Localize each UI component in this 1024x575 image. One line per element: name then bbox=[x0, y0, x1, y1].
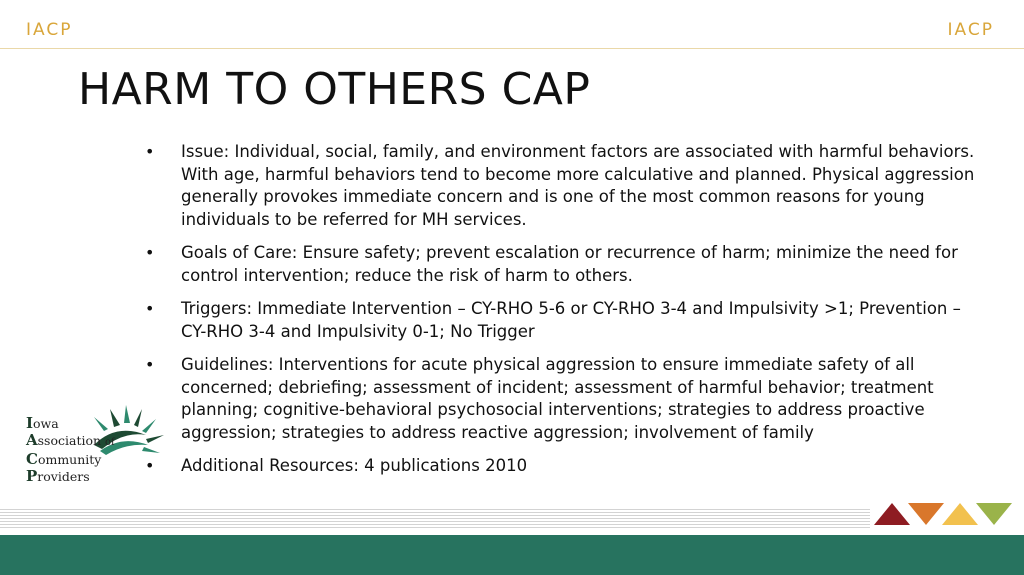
brand-mark-right: IACP bbox=[947, 20, 994, 40]
footer-bar bbox=[0, 535, 1024, 575]
bullet-text: Guidelines: Interventions for acute physical aggression to ensure immediate safety of all concerned; debriefing; assessment of incident; assessment of harmful behavior; treatment planning; cognitive-behavioral psychosocial interventions; strategies to address proactive aggression; strategies to address reactive aggression; involvement of family bbox=[181, 355, 934, 442]
logo-word: owa bbox=[33, 416, 59, 431]
bullet-dot: • bbox=[145, 355, 155, 374]
bullet-text: Issue: Individual, social, family, and environment factors are associated with harmful behaviors. With age, harmful behaviors tend to become more calculative and planned. Physical aggression generally provokes immediate concern and is one of the most common reasons for young individuals to be referred for MH services. bbox=[181, 142, 975, 229]
brand-mark-left: IACP bbox=[26, 20, 73, 40]
bullet-guidelines bbox=[145, 354, 985, 444]
bullet-issue bbox=[145, 141, 985, 231]
logo-word: roviders bbox=[37, 469, 90, 484]
logo-word: ssociation bbox=[37, 433, 106, 448]
bullet-dot: • bbox=[145, 243, 155, 262]
iacp-logo bbox=[24, 405, 164, 495]
logo-letter: A bbox=[26, 431, 38, 449]
bullet-dot: • bbox=[145, 299, 155, 318]
header-divider bbox=[0, 48, 1024, 49]
decorative-triangles bbox=[874, 503, 1016, 527]
bullet-goals bbox=[145, 242, 985, 287]
logo-word: of bbox=[105, 437, 115, 448]
bullet-text: Additional Resources: 4 publications 2010 bbox=[181, 456, 528, 475]
bullet-resources bbox=[145, 455, 985, 478]
logo-word: ommunity bbox=[37, 452, 102, 467]
bullet-text: Triggers: Immediate Intervention – CY-RHO 5-6 or CY-RHO 3-4 and Impulsivity >1; Prevention – CY-RHO 3-4 and Impulsivity 0-1; No Trigger bbox=[181, 299, 961, 341]
bullet-dot: • bbox=[145, 456, 155, 475]
triangle-red bbox=[874, 503, 910, 525]
slide-title: HARM TO OTHERS CAP bbox=[78, 64, 591, 115]
bullet-dot: • bbox=[145, 142, 155, 161]
triangle-green bbox=[976, 503, 1012, 525]
triangle-yellow bbox=[942, 503, 978, 525]
logo-letter: C bbox=[26, 450, 38, 468]
logo-wordmark bbox=[26, 415, 115, 485]
logo-letter: I bbox=[26, 414, 34, 432]
decorative-stripes bbox=[0, 509, 870, 529]
bullet-list bbox=[145, 141, 985, 489]
logo-letter: P bbox=[26, 467, 38, 485]
bullet-triggers bbox=[145, 298, 985, 343]
bullet-text: Goals of Care: Ensure safety; prevent escalation or recurrence of harm; minimize the need for control intervention; reduce the risk of harm to others. bbox=[181, 243, 958, 285]
triangle-orange bbox=[908, 503, 944, 525]
